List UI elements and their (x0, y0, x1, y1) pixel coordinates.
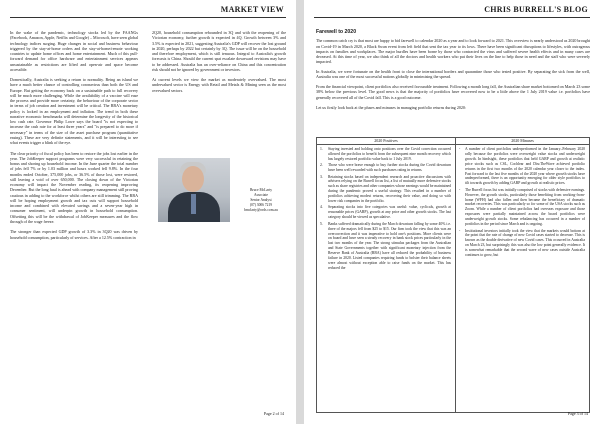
paragraph: In the wake of the pandemic, technology stocks led by the FAANGs (Facebook, Amazon, Apple, Netflix and Google) – Microsoft, have seen global technology indices surging. Huge changes in social and business behaviour triggered by the stay-at-home orders and the stay-at-home/remote working countries to update home offices and home entertainment. Much of this pull-forward demand for office hardware and entertainment services appears unsustainable as restrictions are lifted and open-air and space become accessible. (10, 30, 138, 72)
paragraph: The clear priority of fiscal policy has been to restore the jobs lost earlier in the year. The JobKeeper support programs were very successful in retaining the bonus and shoring up household income. In the June quarter the total number of jobs fell 7% or by 1.03 million and hours worked fell 9.8%. In the four months ended October, 375,000 jobs, or 36.5% of those lost, were restored, still leaving a void of over 650,000. The closing down of the Victorian economy will impact the November reading, its reopening improving December. But the long haul is ahead with company management still proving cautious in adding to the workforce whilst others are still trimming. The RBA will be hoping employment growth and tax cuts will support household income and combined with elevated savings and a seven-year high in consumer sentiment, will underpin growth in household consumption. Offsetting this will be the withdrawal of JobKeeper measures and the flow through of the wage freeze. (10, 150, 138, 224)
blog-title: CHRIS BURRELL'S BLOG (484, 5, 588, 14)
paragraph: From the financial viewpoint, client portfolios also received favourable treatment. Following a month long fall, the Australian share market bottomed on March 23 some 38% below the previous level. The good news is that the majority of portfolios have recovered now to be a little above the 1 July 2019 value i.e. portfolios have generally recovered all of the Covid fall. This is a good outcome. (316, 84, 590, 100)
author-photo (158, 158, 230, 222)
author-profile (152, 158, 286, 224)
paragraph: The common catch cry is that most are happy to bid farewell to calendar 2020 as a year and to look forward to 2021. This overview is nearly understood as 2020 brought on Covid-19 in March 2020, a Black Swan event from left field that sent the tax year to its lows. There have been significant disruptions to lifestyles, with outrageous impacts on families and workplaces. The major hurdles have been borne by those who contracted the virus and suffered severe health effects and in many cases are deceased. At this time of year, we also think of all the doctors and health workers who put their lives on the line to help those in need and the staff who were severely impacted. (316, 38, 590, 65)
paragraph: The stronger than expected GDP growth of 3.3% in 3Q20 was driven by household consumption, particularly of services. After a 12.5% contraction in (10, 229, 138, 240)
right-page-header (314, 4, 590, 18)
minuses-column (456, 145, 589, 413)
left-page (0, 0, 296, 424)
author-title: Senior Analyst (250, 198, 272, 202)
right-page (304, 0, 600, 424)
paragraph: In Australia, we were fortunate on the health front to close the international borders and quarantine those who tested positive. By separating the sick from the well, Australia was one of the most successful nations globally in minimising the spread. (316, 69, 590, 80)
page-gutter (296, 0, 304, 424)
author-phone: (07) 3006 7219 (249, 203, 273, 207)
positives-minuses-table (316, 137, 590, 413)
paragraph: At current levels we view the market as moderately overvalued. The most undervalued sector is Energy with Retail and Metals & Mining seen as the most overvalued sectors. (152, 77, 286, 93)
positives-header: 2020 Positives (317, 138, 456, 144)
paragraph: Domestically, Australia is seeking a return to normality. Being an island we have a much better chance of controlling coronavirus than both the US and Europe. But getting the economy back on a sustainable path to full recovery will be much more challenging. While the availability of a vaccine will ease the process and provide more certainty, the behaviour of the corporate sector in terms of job creation and investment will be critical. The RBA's monetary policy is locked in an employment and inflation. The trend in both these narrative economic benchmarks will determine the longevity of the historical low cash rate. Governor Philip Lowe says the board "is not expecting to increase the cash rate for at least three years" and "is prepared to do more if necessary" in terms of the size of the asset purchase program (quantitative easing). These are very definite statements, and it will be interesting to see what events trigger a blink of the eye. (10, 77, 138, 146)
table-body (317, 145, 589, 413)
left-page-header (10, 4, 286, 18)
list-item: - A number of client portfolios underperformed in the January–February 2020 rally because the portfolios were overweight value stocks and underweight growth. In hindsight, these portfolios that held GARP and growth at realistic price stocks such as CSL, Cochlear and DiscTheWave achieved portfolio returns in the first two months of the 2020 calendar year closer to the index. Fast forward to the last five months of the 2020 year where growth stocks have underperformed, there is an opportunity emerging for older style portfolios to tilt towards growth by adding GARP and growth at realistic prices. (459, 147, 585, 186)
list-item: 5. Banks suffered dramatically during the March downturn falling by some 40% i.e. three of the majors fell from $25 to $15. Our firm took the view that this was an overcorrection and it was imperative to hold one's positions. More clients were on board and have seen a steady recovery in bank stock prices particularly in the last two months of the year. The strong stimulus packages from the Australian and State Governments together with significant monetary injection from the Reserve Bank of Australia (RBA) have all reduced the probability of business failure in 2020. Listed companies requiring funds to bolster their balance sheets were almost without exception able to raise funds on the market. This has reduced the (320, 221, 451, 270)
positives-column (317, 145, 456, 413)
paragraph: Let us firstly look back at the pluses and minuses in managing portfolio returns during 2020: (316, 104, 467, 110)
list-item: 1. Staying invested and holding onto positions over the Covid correction occurred allowed the portfolios to benefit from the subsequent nine month recovery which has largely restored portfolio value back to 1 July 2019. (320, 147, 451, 161)
list-item: - Institutional investors initially took the view that the markets would bottom at the point that the rate of change of new Covid cases started to decrease. This is known as the double derivative of new Covid cases. This occurred in Australia on March 23, but surprisingly this was also the low point generally evidence. It is somewhat remarkable that the second wave of new cases outside Australia continues to grow, but (459, 228, 585, 258)
table-header (317, 138, 589, 145)
list-item: - The Burrell focus list was initially comprised of stocks with defensive earnings. However, the growth stocks, particularly those benefiting from working-from-home (WFH) had also fallen and then became the beneficiary of dramatic market recoveries. This was particularly so for some of the USA stocks such as Zoom. While a number of client portfolios had overseas exposure and those exposures were partially maintained across the board portfolios were underweight growth stocks. Some rebalancing has occurred in a number of portfolios in the period since March and is ongoing. (459, 187, 585, 227)
paragraph: 2Q20, household consumption rebounded in 3Q and with the reopening of the Victorian economy, further growth is expected in 4Q. Growth between 3% and 3.5% is expected in 2021, suggesting Australia's GDP will recover the lost ground in 2020, perhaps by 2022 but certainly by 3Q. The issue will be on the household and therefore employment, which is still tenuous. Integral to Australia's growth forecasts is China. Should the current spat escalate downward revisions may have to be addressed. Australia has an over-reliance on China and this concentration risk should not be ignored by government or investors. (152, 30, 286, 72)
left-column-2 (152, 30, 286, 98)
page-number: Page 2 of 14 (263, 411, 284, 416)
page-number: Page 3 of 14 (567, 411, 588, 416)
blog-body (316, 30, 590, 114)
list-item: 4. Separating stocks into five categories was useful: value, cyclicals, growth at reasonable prices (GARP), growth at any price and other growth stocks. The last category should be viewed as speculative. (320, 205, 451, 220)
article-heading: Farewell to 2020 (316, 29, 357, 35)
list-item: 3. Retaining stocks based on independent research and proactive discussions with advisers relying on the Burrell focus list, a list of mutually more defensive stocks such as share registries and other companies whose earnings would be maintained during the pandemic proved a useful strategy. This resulted in a number of portfolios achieving modest returns, recovering their value, and doing so with lower risk companies in the portfolio. (320, 174, 451, 204)
author-email[interactable]: bmclarty@ords.com.au (244, 208, 278, 212)
author-name: Bruce McLarty (249, 188, 273, 192)
author-role: Associate (254, 193, 268, 197)
author-bio (236, 188, 286, 213)
list-item: 2. Those who were brave enough to buy further stocks during the Covid downturn have been well rewarded with such purchases rating in returns. (320, 163, 451, 173)
left-column-1 (10, 30, 138, 245)
minuses-header: 2020 Minuses (511, 138, 534, 143)
market-view-title: MARKET VIEW (220, 5, 284, 14)
